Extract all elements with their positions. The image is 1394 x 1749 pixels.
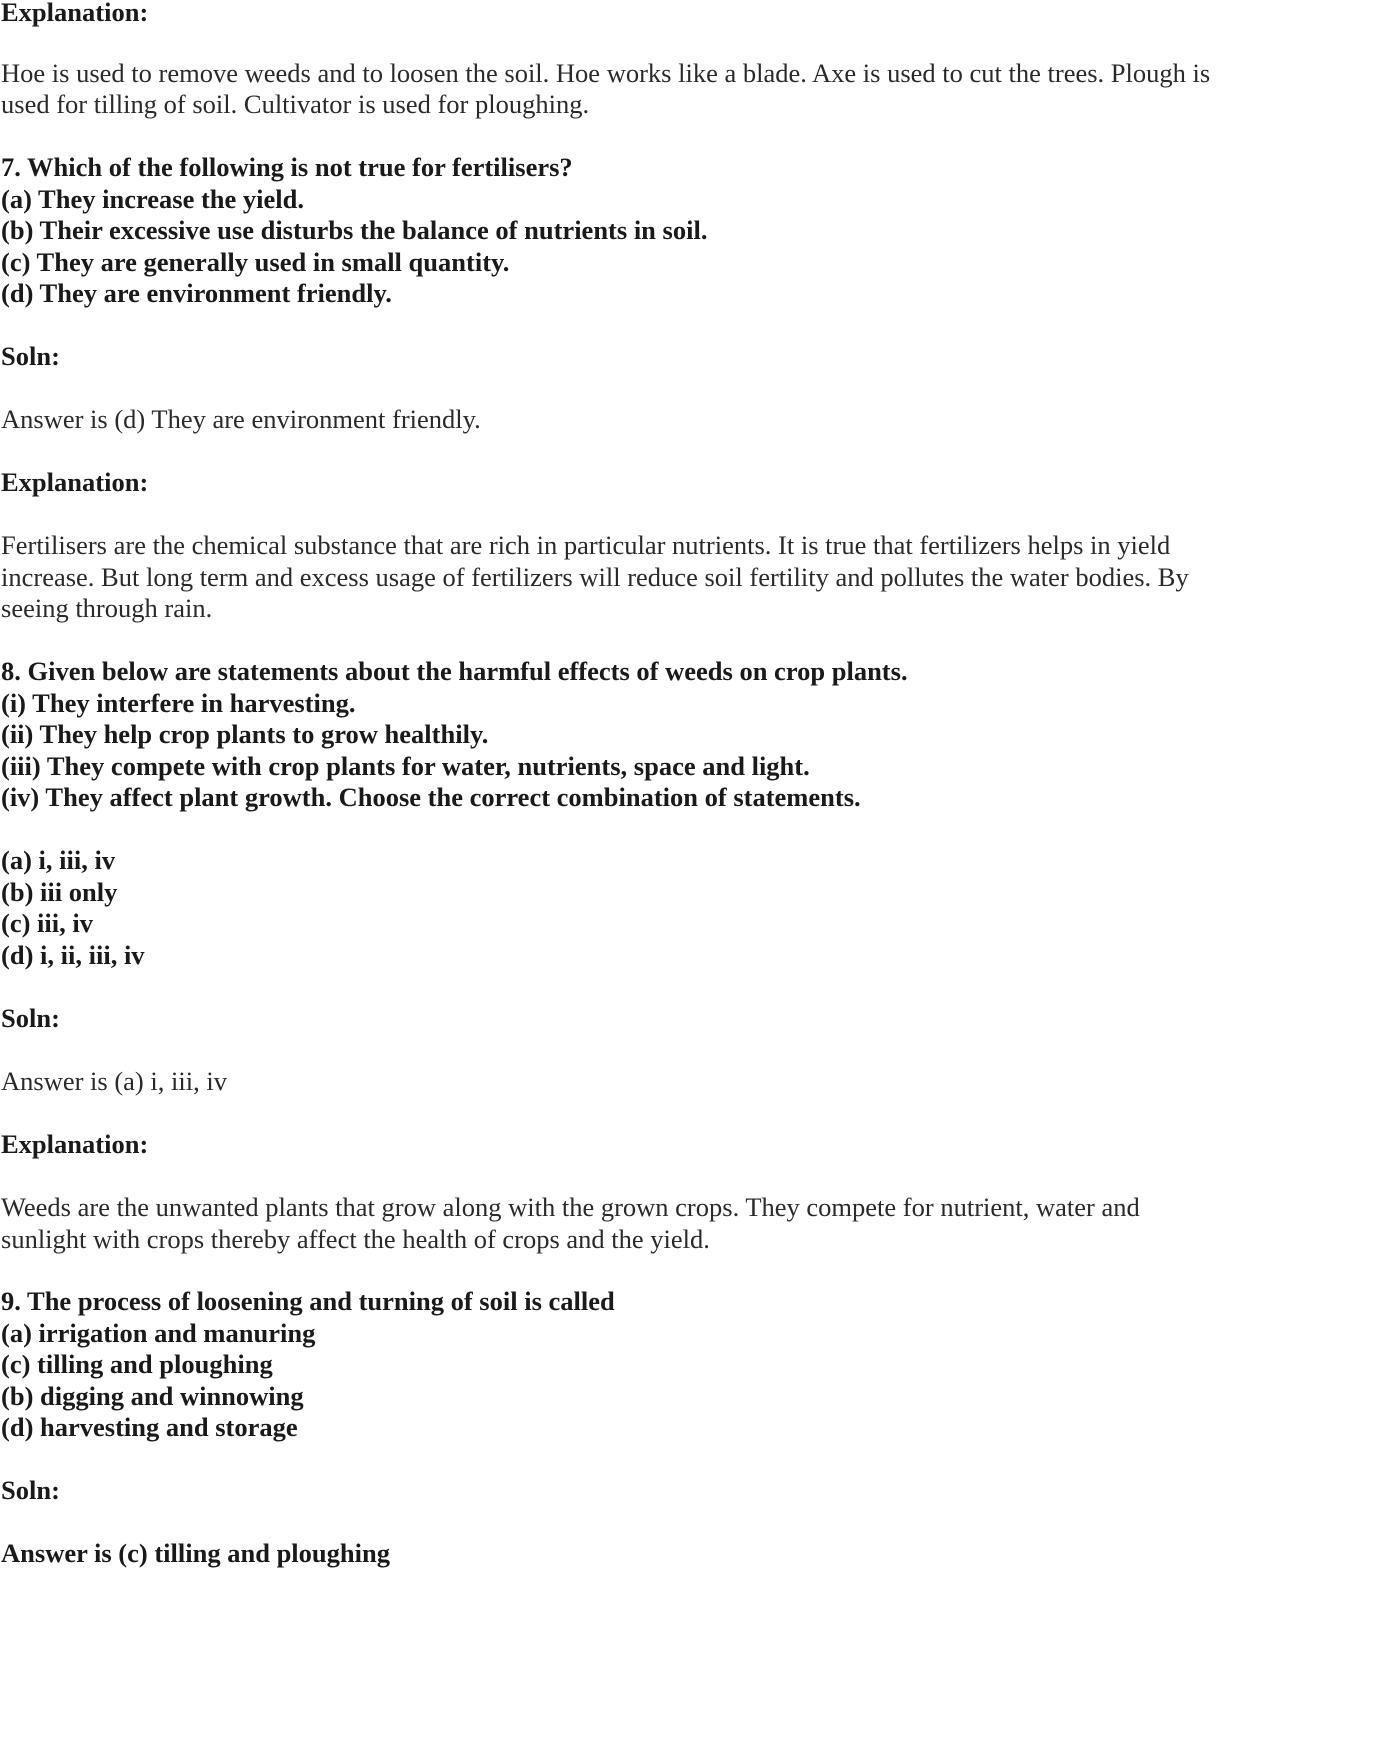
paragraph-line: increase. But long term and excess usage of fertilizers will reduce soil fertility and pollutes the water bodies. By bbox=[1, 562, 1189, 592]
statement-iii: (iii) They compete with crop plants for water, nutrients, space and light. bbox=[1, 751, 810, 781]
statement-iv: (iv) They affect plant growth. Choose the correct combination of statements. bbox=[1, 782, 861, 812]
solution-heading: Soln: bbox=[1, 1003, 60, 1033]
paragraph-line: Fertilisers are the chemical substance that are rich in particular nutrients. It is true that fertilizers helps in yield bbox=[1, 530, 1171, 560]
question-7: 7. Which of the following is not true for fertilisers? bbox=[1, 152, 573, 182]
explanation-heading: Explanation: bbox=[1, 0, 149, 27]
option-d: (d) i, ii, iii, iv bbox=[1, 940, 145, 970]
explanation-heading: Explanation: bbox=[1, 1129, 149, 1159]
option-a: (a) irrigation and manuring bbox=[1, 1318, 316, 1348]
answer-line: Answer is (d) They are environment friendly. bbox=[1, 404, 481, 434]
question-8: 8. Given below are statements about the harmful effects of weeds on crop plants. bbox=[1, 656, 908, 686]
solution-heading: Soln: bbox=[1, 1475, 60, 1505]
option-d: (d) harvesting and storage bbox=[1, 1412, 298, 1442]
option-d: (d) They are environment friendly. bbox=[1, 278, 392, 308]
answer-line: Answer is (c) tilling and ploughing bbox=[1, 1538, 390, 1568]
solution-heading: Soln: bbox=[1, 341, 60, 371]
question-9: 9. The process of loosening and turning of soil is called bbox=[1, 1286, 615, 1316]
statement-i: (i) They interfere in harvesting. bbox=[1, 688, 356, 718]
paragraph-line: used for tilling of soil. Cultivator is used for ploughing. bbox=[1, 89, 590, 119]
option-b: (b) Their excessive use disturbs the balance of nutrients in soil. bbox=[1, 215, 708, 245]
statement-ii: (ii) They help crop plants to grow healthily. bbox=[1, 719, 489, 749]
option-c: (c) tilling and ploughing bbox=[1, 1349, 273, 1379]
option-c: (c) They are generally used in small quantity. bbox=[1, 247, 510, 277]
paragraph-line: seeing through rain. bbox=[1, 593, 213, 623]
option-c: (c) iii, iv bbox=[1, 908, 93, 938]
option-a: (a) i, iii, iv bbox=[1, 845, 116, 875]
paragraph-line: sunlight with crops thereby affect the health of crops and the yield. bbox=[1, 1224, 710, 1254]
answer-line: Answer is (a) i, iii, iv bbox=[1, 1066, 227, 1096]
explanation-heading: Explanation: bbox=[1, 467, 149, 497]
paragraph-line: Weeds are the unwanted plants that grow along with the grown crops. They compete for nutrient, water and bbox=[1, 1192, 1140, 1222]
option-a: (a) They increase the yield. bbox=[1, 184, 305, 214]
option-b: (b) digging and winnowing bbox=[1, 1381, 304, 1411]
option-b: (b) iii only bbox=[1, 877, 118, 907]
paragraph-line: Hoe is used to remove weeds and to loosen the soil. Hoe works like a blade. Axe is used to cut the trees. Plough is bbox=[1, 58, 1211, 88]
